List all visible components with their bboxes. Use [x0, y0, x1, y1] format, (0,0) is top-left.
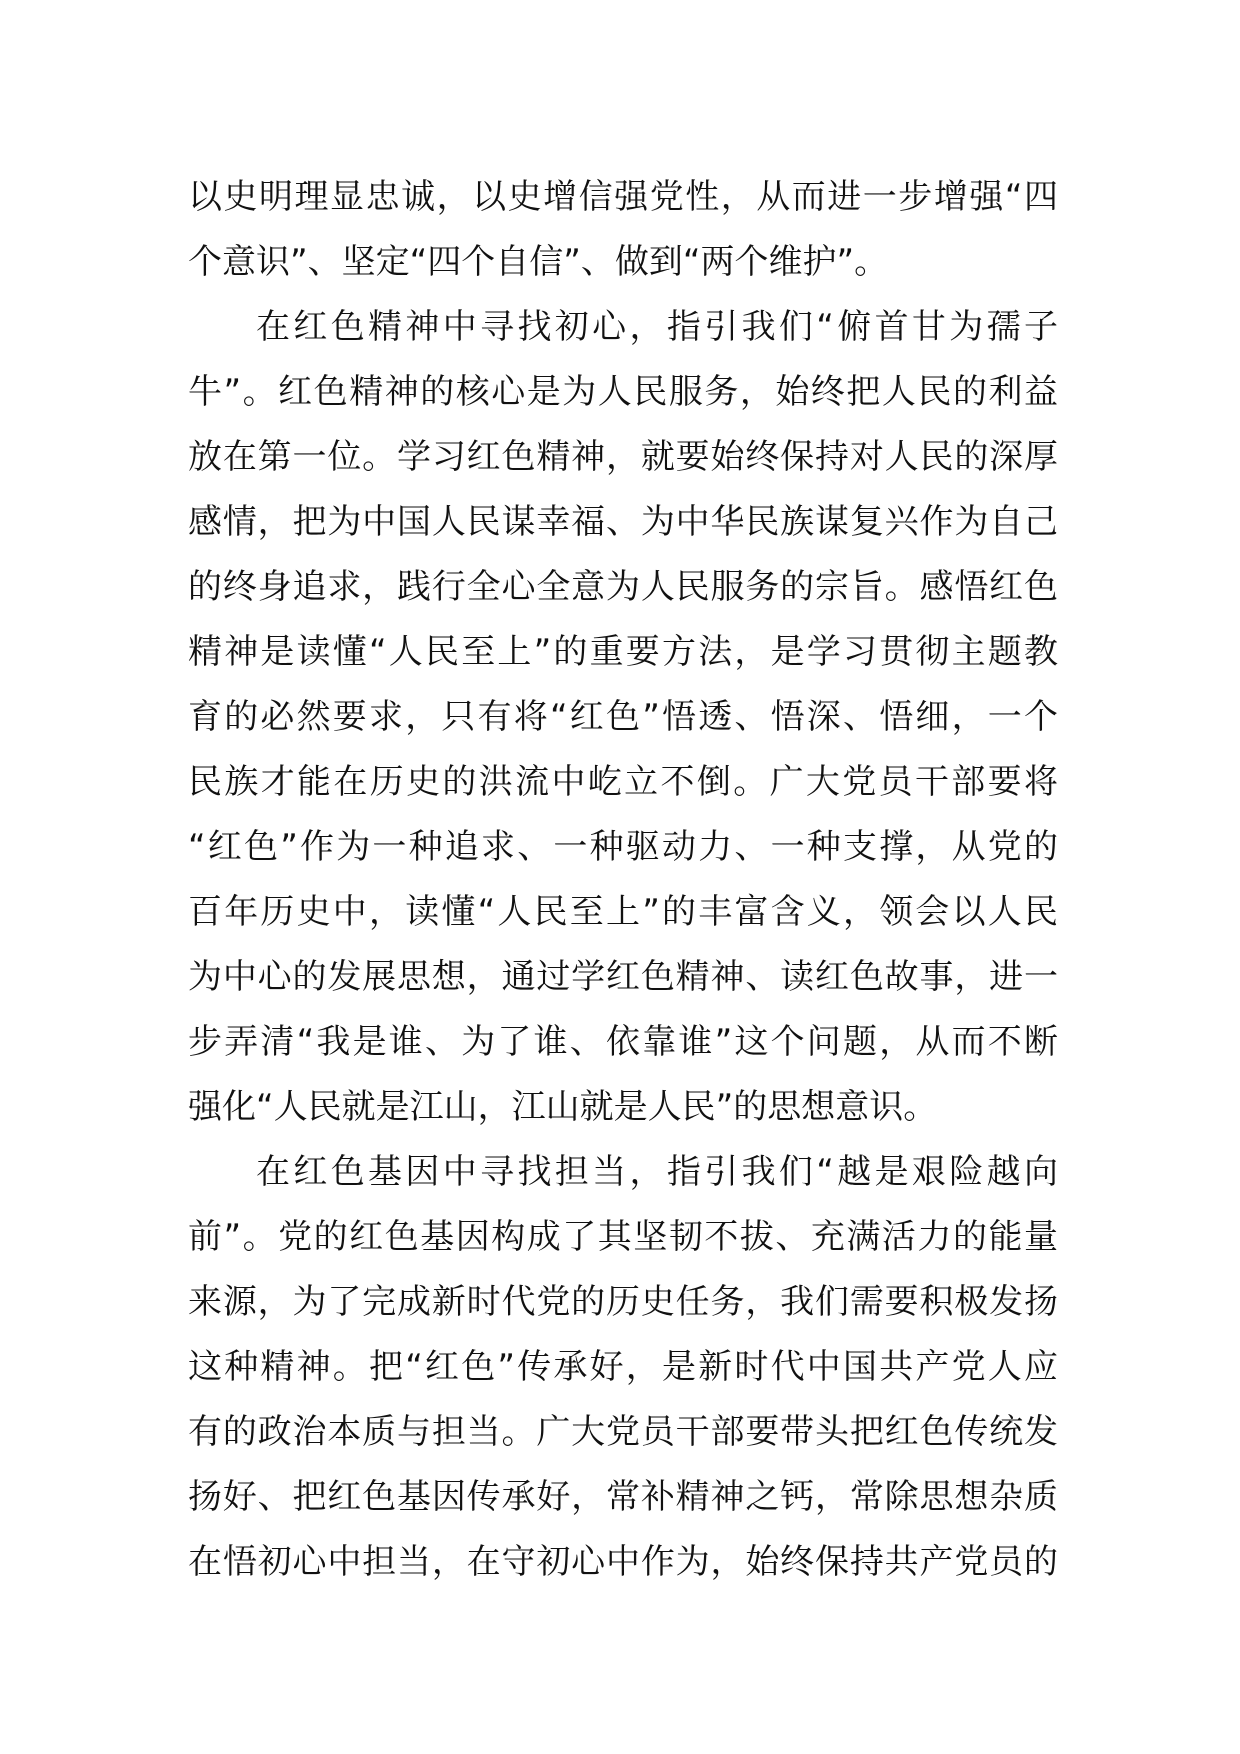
text-line: 在红色基因中寻找担当，指引我们“越是艰险越向 — [256, 1152, 1058, 1192]
text-line: “红色”作为一种追求、一种驱动力、一种支撑，从党的 — [188, 827, 1058, 867]
text-line: 牛”。红色精神的核心是为人民服务，始终把人民的利益 — [188, 372, 1058, 412]
paragraph — [188, 165, 1058, 295]
text-line: 百年历史中，读懂“人民至上”的丰富含义，领会以人民 — [188, 892, 1058, 932]
text-line: 步弄清“我是谁、为了谁、依靠谁”这个问题，从而不断 — [188, 1022, 1058, 1062]
paragraph — [188, 1140, 1058, 1595]
text-line: 来源，为了完成新时代党的历史任务，我们需要积极发扬 — [188, 1282, 1058, 1322]
text-line: 放在第一位。学习红色精神，就要始终保持对人民的深厚 — [188, 437, 1058, 477]
text-line: 个意识”、坚定“四个自信”、做到“两个维护”。 — [188, 242, 889, 282]
text-line: 在悟初心中担当，在守初心中作为，始终保持共产党员的 — [188, 1542, 1058, 1582]
text-line: 育的必然要求，只有将“红色”悟透、悟深、悟细，一个 — [188, 697, 1058, 737]
text-line: 有的政治本质与担当。广大党员干部要带头把红色传统发 — [188, 1412, 1058, 1452]
text-line: 强化“人民就是江山，江山就是人民”的思想意识。 — [188, 1087, 938, 1127]
text-line: 这种精神。把“红色”传承好，是新时代中国共产党人应 — [188, 1347, 1058, 1387]
document-body — [188, 165, 1058, 1595]
text-line: 以史明理显忠诚，以史增信强党性，从而进一步增强“四 — [188, 177, 1058, 217]
paragraph — [188, 295, 1058, 1140]
text-line: 民族才能在历史的洪流中屹立不倒。广大党员干部要将 — [188, 762, 1058, 802]
text-line: 的终身追求，践行全心全意为人民服务的宗旨。感悟红色 — [188, 567, 1058, 607]
text-line: 为中心的发展思想，通过学红色精神、读红色故事，进一 — [188, 957, 1058, 997]
text-line: 前”。党的红色基因构成了其坚韧不拔、充满活力的能量 — [188, 1217, 1058, 1257]
text-line: 感情，把为中国人民谋幸福、为中华民族谋复兴作为自己 — [188, 502, 1058, 542]
text-line: 扬好、把红色基因传承好，常补精神之钙，常除思想杂质 — [188, 1477, 1058, 1517]
text-line: 精神是读懂“人民至上”的重要方法，是学习贯彻主题教 — [188, 632, 1058, 672]
text-line: 在红色精神中寻找初心，指引我们“俯首甘为孺子 — [256, 307, 1058, 347]
